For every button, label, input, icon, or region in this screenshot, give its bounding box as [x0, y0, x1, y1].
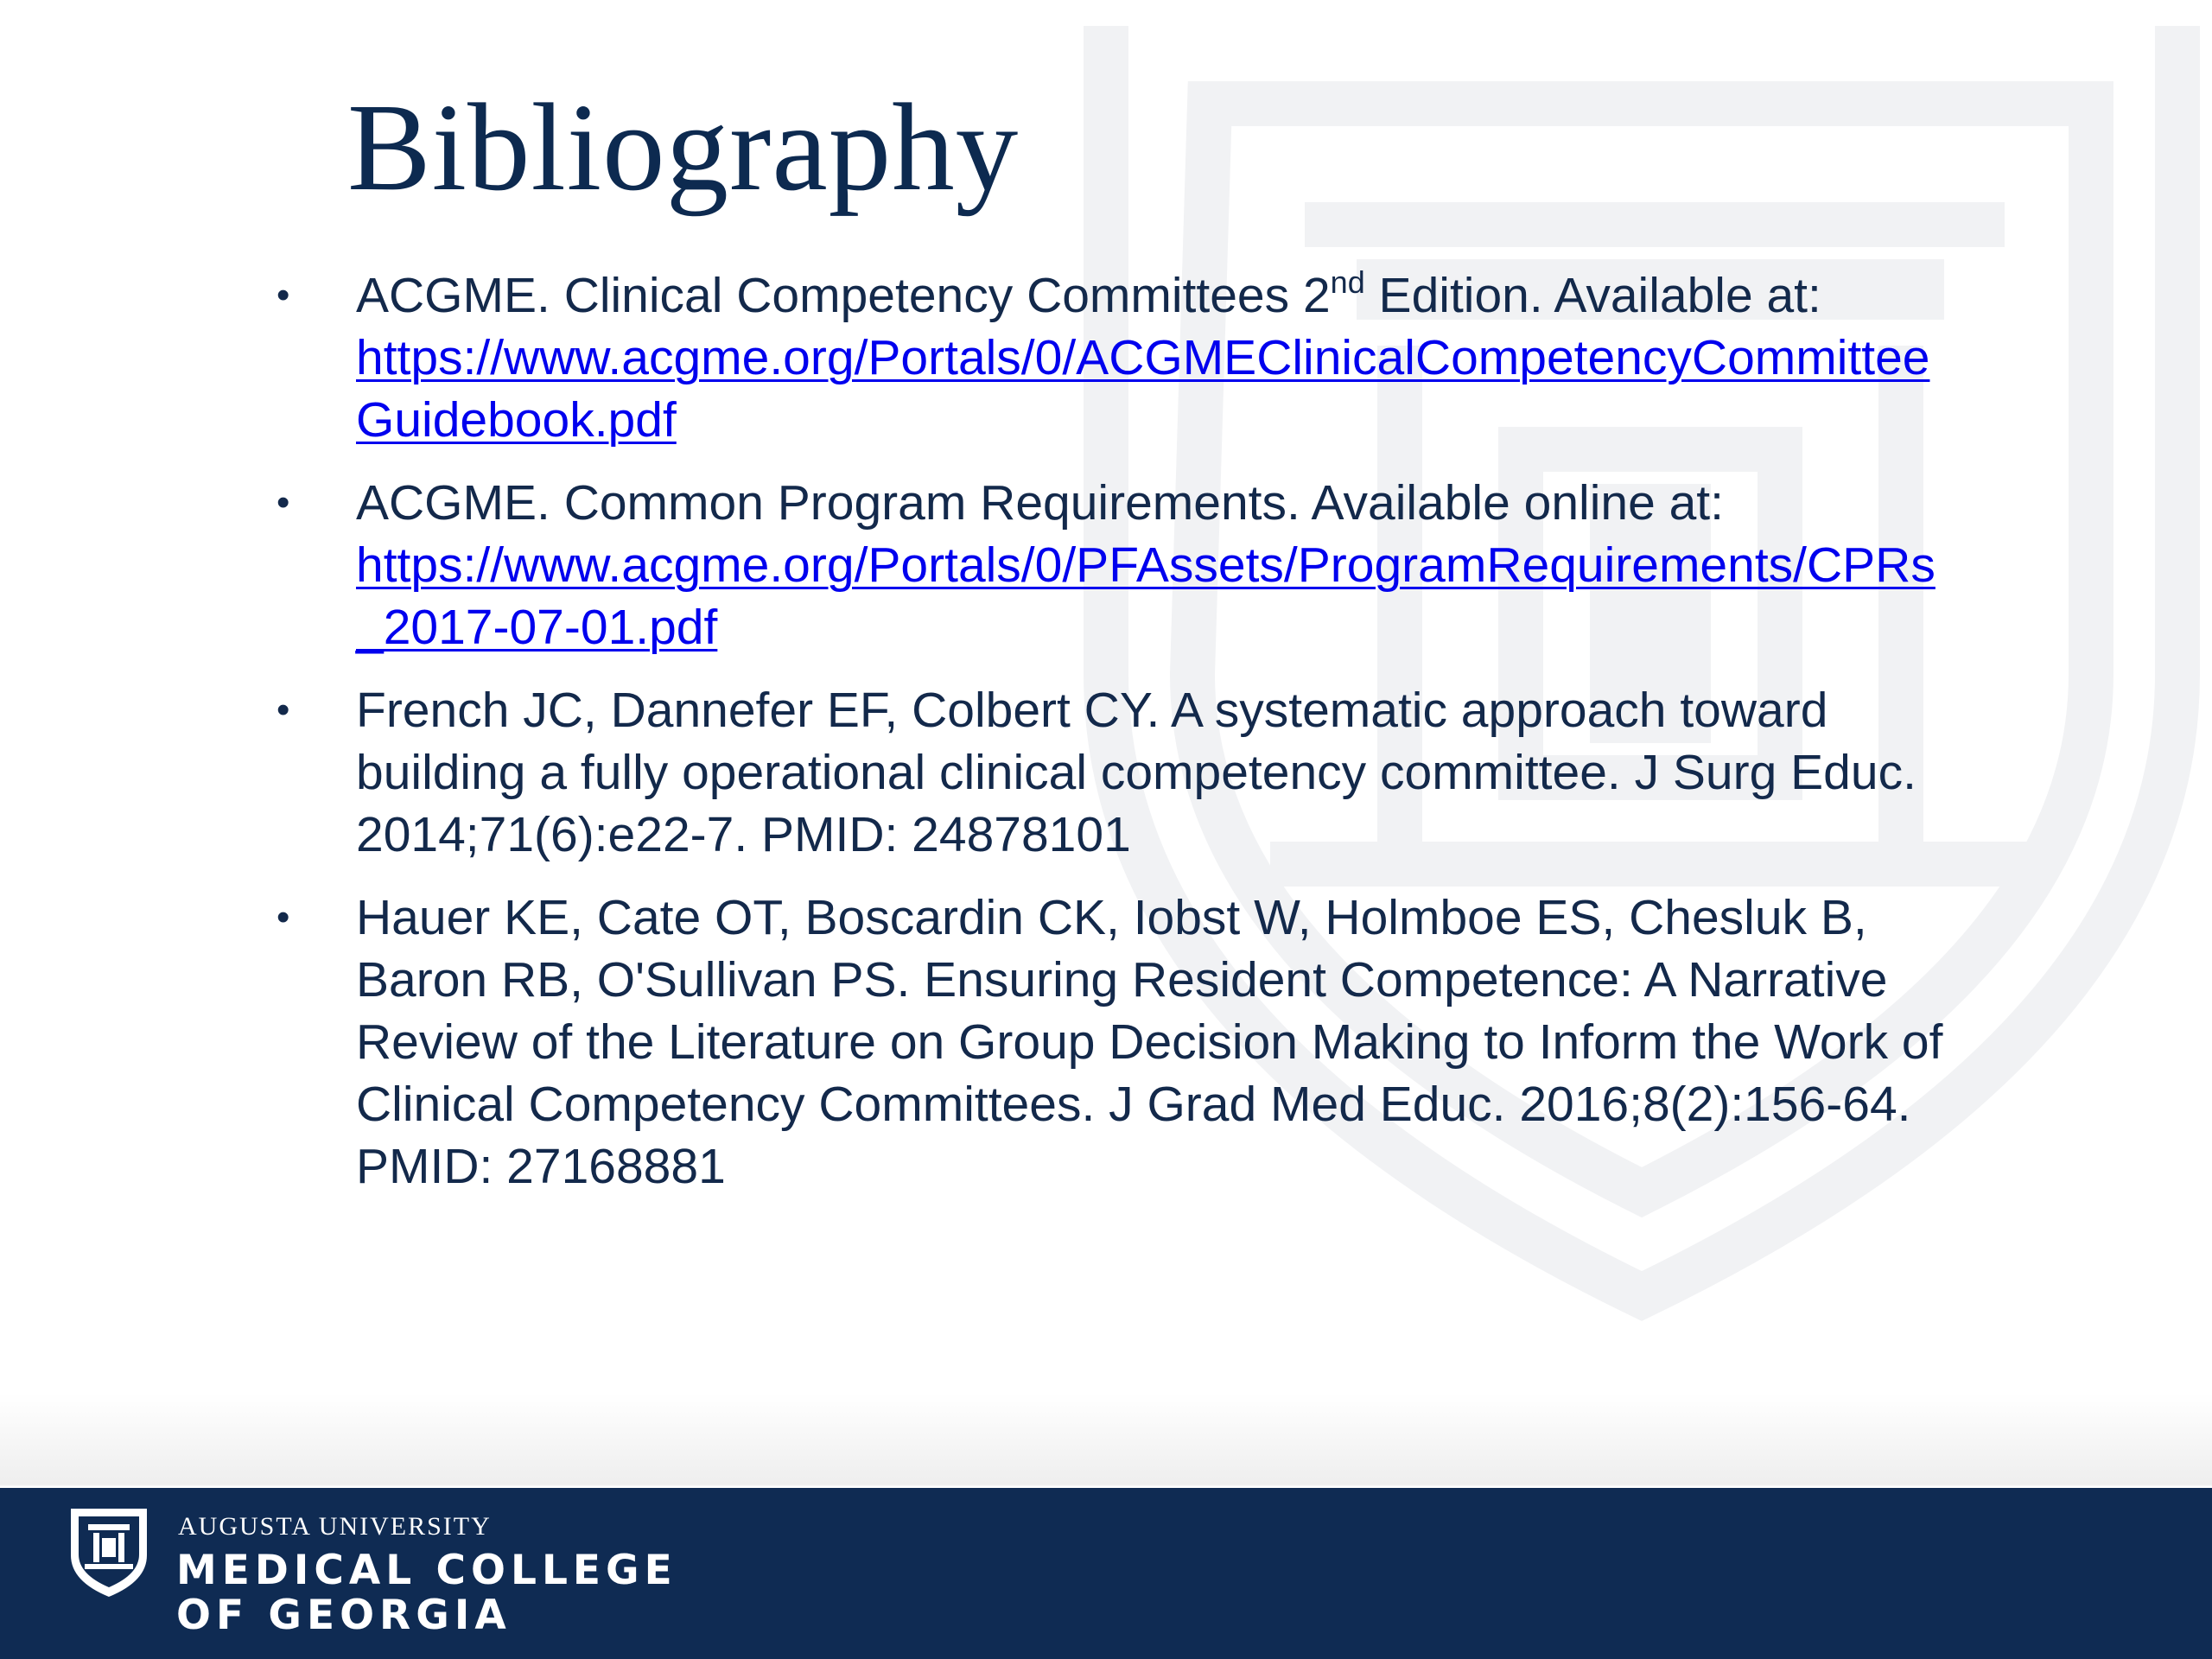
reference-text: French JC, Dannefer EF, Colbert CY. A systematic approach toward building a fully operational clinical competency committee. J Surg Educ. 2014;71(6):e22-7. PMID: 24878101 [356, 683, 1916, 862]
bullet-icon: • [276, 896, 290, 938]
logo-college-line: MEDICAL COLLEGE [176, 1547, 677, 1594]
reference-item [276, 472, 1944, 658]
reference-link[interactable]: https://www.acgme.org/Portals/0/PFAssets/ProgramRequirements/CPRs_2017-07-01.pdf [356, 537, 1936, 655]
reference-link[interactable]: https://www.acgme.org/Portals/0/ACGMEClinicalCompetencyCommitteeGuidebook.pdf [356, 330, 1930, 448]
bullet-icon: • [276, 274, 290, 316]
logo-university-text: AUGUSTA UNIVERSITY [178, 1512, 492, 1541]
reference-text: Edition. Available at: [1364, 268, 1821, 323]
footer-bar [0, 1488, 2212, 1659]
reference-text: ACGME. Clinical Competency Committees 2 [356, 268, 1331, 323]
reference-item [276, 679, 1944, 866]
reference-text: ACGME. Common Program Requirements. Available online at: [356, 475, 1724, 531]
reference-superscript: nd [1330, 264, 1365, 300]
logo-college-text [176, 1548, 677, 1638]
bullet-icon: • [276, 481, 290, 524]
reference-text: Hauer KE, Cate OT, Boscardin CK, Iobst W, Holmboe ES, Chesluk B, Baron RB, O'Sullivan PS. Ensuring Resident Competence: A Narrative Review of the Literature on Group Decision Making to Inform the Work of Clinical Competency Committees. J Grad Med Educ. 2016;8(2):156-64. PMID: 27168881 [356, 890, 1943, 1194]
bullet-icon: • [276, 689, 290, 731]
slide-title: Bibliography [347, 79, 1020, 217]
reference-list [276, 264, 1944, 1218]
logo-college-line: OF GEORGIA [176, 1592, 512, 1639]
reference-item [276, 264, 1944, 451]
reference-item [276, 887, 1944, 1198]
augusta-shield-icon [67, 1505, 150, 1600]
